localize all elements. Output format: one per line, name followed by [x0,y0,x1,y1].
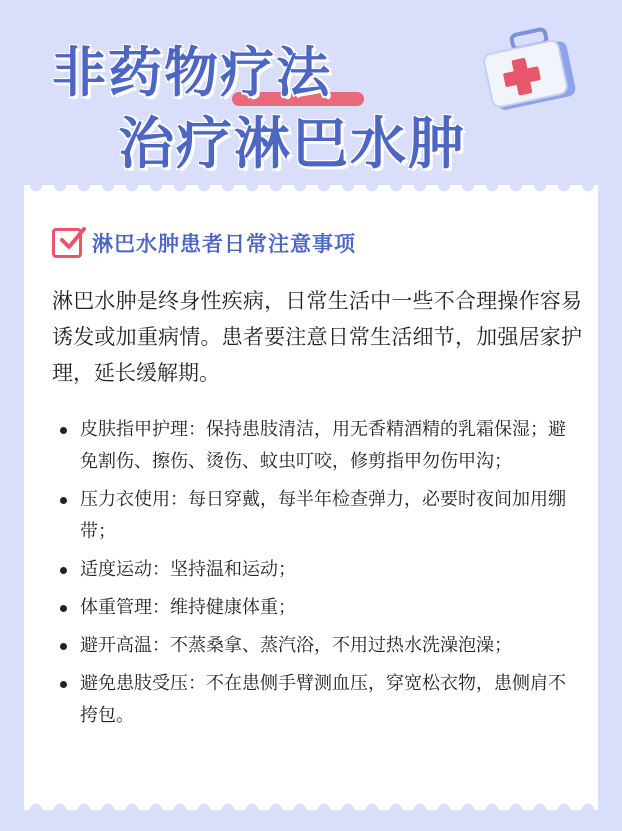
bullet-icon [60,497,67,504]
intro-paragraph: 淋巴水肿是终身性疾病，日常生活中一些不合理操作容易诱发或加重病情。患者要注意日常生活细节，加强居家护理，延长缓解期。 [52,289,582,385]
checkbox-icon [52,228,82,258]
bullet-icon [60,427,67,434]
page-title-line-1: 非药物疗法 [52,41,332,104]
bullet-icon [60,567,67,574]
list-item [58,414,580,478]
list-item [58,592,580,624]
list-item-text: 避开高温：不蒸桑拿、蒸汽浴，不用过热水洗澡泡澡； [80,635,512,656]
bullet-icon [60,605,67,612]
first-aid-kit-icon [482,26,578,112]
card-scalloped-edge-bottom [24,798,598,810]
card-scalloped-edge-top [24,185,598,197]
list-item [58,484,580,548]
section-heading-text: 淋巴水肿患者日常注意事项 [92,232,356,256]
list-item-text: 皮肤指甲护理：保持患肢清洁，用无香精酒精的乳霜保湿；避免割伤、擦伤、烫伤、蚊虫叮咬，修剪指甲勿伤甲沟； [80,419,566,472]
tips-list [58,414,580,738]
list-item-text: 体重管理：维持健康体重； [80,597,296,618]
list-item [58,630,580,662]
list-item-text: 避免患肢受压：不在患侧手臂测血压，穿宽松衣物，患侧肩不挎包。 [80,673,566,726]
section-heading [52,226,356,260]
list-item [58,668,580,732]
bullet-icon [60,681,67,688]
list-item-text: 压力衣使用：每日穿戴，每半年检查弹力，必要时夜间加用绷带； [80,489,566,542]
list-item [58,554,580,586]
bullet-icon [60,643,67,650]
page-title-line-2: 治疗淋巴水肿 [118,112,466,177]
list-item-text: 适度运动：坚持温和运动； [80,559,296,580]
